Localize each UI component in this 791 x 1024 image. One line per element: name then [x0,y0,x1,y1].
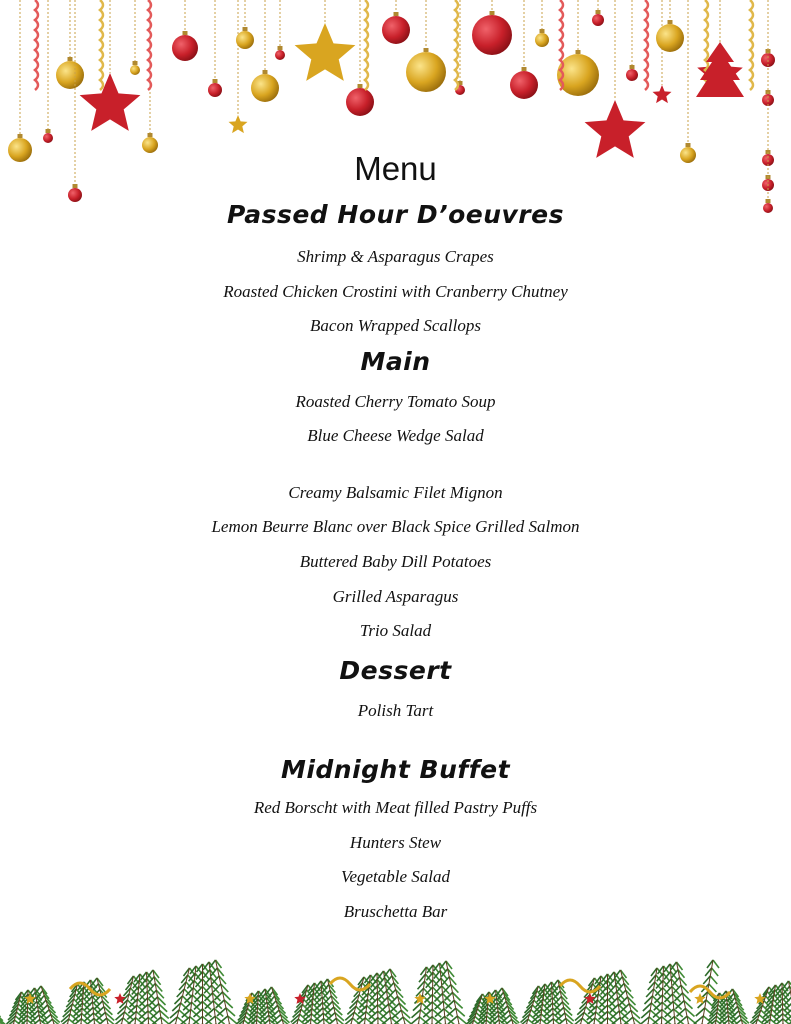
menu-item: Creamy Balsamic Filet Mignon [288,483,503,502]
menu-item: Lemon Beurre Blanc over Black Spice Grilled Salmon [211,517,580,536]
menu-item: Roasted Chicken Crostini with Cranberry Chutney [223,282,568,301]
menu-item: Blue Cheese Wedge Salad [307,426,484,445]
pine-branch-garland [0,954,791,1024]
section-heading-midnight-buffet: Midnight Buffet [280,755,511,784]
menu-item: Shrimp & Asparagus Crapes [297,247,494,266]
menu-title: Menu [354,150,437,187]
menu-item: Buttered Baby Dill Potatoes [299,552,492,571]
menu-item: Bruschetta Bar [343,902,448,921]
menu-item: Bacon Wrapped Scallops [310,316,481,335]
menu-item: Vegetable Salad [340,867,451,886]
menu-item: Polish Tart [357,701,434,720]
menu-item: Trio Salad [359,621,432,640]
section-heading-dessert: Dessert [339,656,452,685]
menu-item: Roasted Cherry Tomato Soup [295,392,496,411]
section-heading-main: Main [360,347,431,376]
menu-item: Red Borscht with Meat filled Pastry Puffs [253,798,538,817]
menu-item: Hunters Stew [349,833,442,852]
menu-item: Grilled Asparagus [332,587,459,606]
section-heading-passed-hour-doeuvres: Passed Hour D’oeuvres [227,200,564,229]
